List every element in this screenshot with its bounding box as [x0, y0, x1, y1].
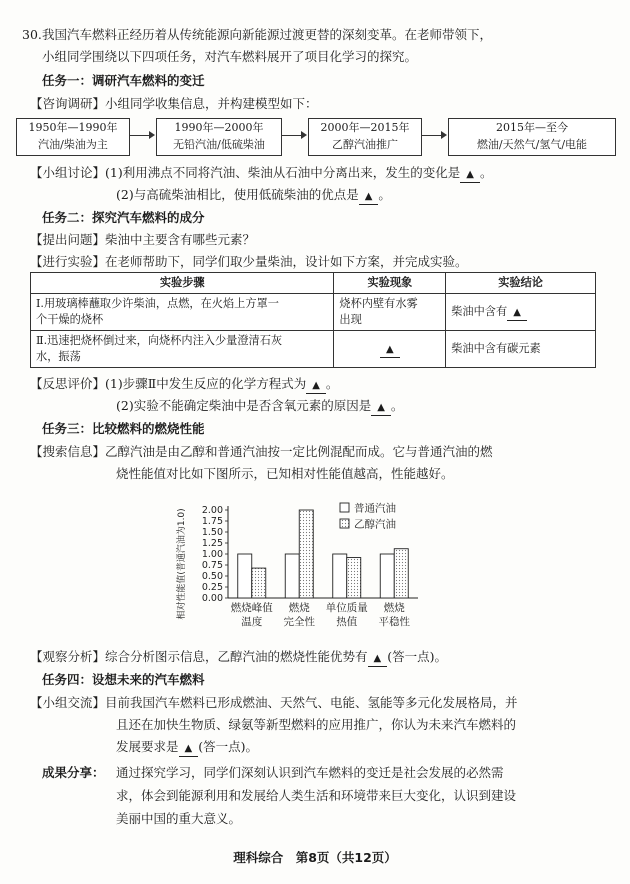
timeline-box-3: 2000年—2015年 乙醇汽油推广: [308, 118, 422, 156]
table-row: [31, 294, 596, 331]
search-line-1: 【搜索信息】乙醇汽油是由乙醇和普通汽油按一定比例混配而成。它与普通汽油的燃: [30, 444, 493, 459]
talk-line-2: 且还在加快生物质、绿氨等新型燃料的应用推广，你认为未来汽车燃料的: [116, 717, 517, 732]
header-phenomenon: 实验现象: [334, 273, 446, 294]
results-line-1: 通过探究学习，同学们深刻认识到汽车燃料的变迁是社会发展的必然需: [116, 765, 504, 780]
page-footer: 理科综合 第8页（共12页）: [233, 850, 397, 865]
x-tick-label: 燃烧峰值: [230, 602, 273, 614]
x-tick-label: 单位质量: [325, 602, 368, 614]
answer-blank[interactable]: ▲: [371, 401, 391, 416]
results-line-2: 求，体会到能源利用和发展给人类生活和环境带来巨大变化，认识到建设: [116, 788, 517, 803]
y-tick-label: 0.50: [201, 571, 223, 582]
ask-line: 【提出问题】柴油中主要含有哪些元素？: [30, 232, 256, 247]
timeline-arrow-icon: [130, 135, 150, 136]
discuss-q1: 【小组讨论】(1)利用沸点不同将汽油、柴油从石油中分离出来，发生的变化是 ▲ 。: [30, 164, 492, 183]
table-header-row: [31, 273, 596, 294]
question-number: 30.: [22, 27, 42, 42]
step-cell: Ⅰ.用玻璃棒蘸取少许柴油，点燃，在火焰上方罩一 个干燥的烧杯: [31, 294, 334, 331]
x-tick-label: 热值: [336, 616, 358, 628]
intro-line-2: 小组同学围绕以下四项任务，对汽车燃料展开了项目化学习的探究。: [42, 49, 418, 64]
step-cell: Ⅱ.迅速把烧杯倒过来，向烧杯内注入少量澄清石灰 水，振荡: [31, 331, 334, 368]
reflect-r2: (2)实验不能确定柴油中是否含氧元素的原因是 ▲ 。: [116, 397, 403, 416]
timeline-box-4: 2015年—至今 燃油/天然气/氢气/电能: [448, 118, 616, 156]
answer-blank[interactable]: ▲: [368, 652, 388, 667]
bar-乙醇汽油: [299, 510, 313, 598]
intro-line-1: 我国汽车燃料正经历着从传统能源向新能源过渡更替的深刻变革。在老师带领下，: [42, 27, 493, 42]
header-conclusion: 实验结论: [446, 273, 596, 294]
exp-line: 【进行实验】在老师帮助下，同学们取少量柴油，设计如下方案，并完成实验。: [30, 254, 468, 269]
y-tick-label: 1.00: [201, 549, 223, 560]
y-tick-label: 1.50: [201, 527, 223, 538]
bar-乙醇汽油: [347, 558, 361, 598]
talk-line-3: 发展要求是 ▲ (答一点)。: [116, 738, 258, 757]
legend-swatch: [340, 503, 349, 512]
phenomenon-cell: 烧杯内壁有水雾 出现: [334, 294, 446, 331]
performance-chart-svg: [170, 498, 440, 638]
search-line-2: 烧性能值对比如下图所示，已知相对性能值越高，性能越好。: [116, 466, 454, 481]
results-label: 成果分享：: [42, 765, 105, 780]
answer-blank[interactable]: ▲: [507, 306, 527, 321]
y-tick-label: 2.00: [201, 505, 223, 516]
legend-swatch: [340, 519, 349, 528]
timeline-arrow-icon: [282, 135, 302, 136]
answer-blank[interactable]: ▲: [380, 343, 400, 358]
performance-chart: [170, 498, 440, 638]
y-tick-label: 0.00: [201, 593, 223, 604]
bar-普通汽油: [333, 554, 347, 598]
consult-line: 【咨询调研】小组同学收集信息，并构建模型如下：: [30, 96, 318, 111]
observe-line: 【观察分析】综合分析图示信息，乙醇汽油的燃烧性能优势有 ▲ (答一点)。: [30, 648, 447, 667]
y-tick-label: 1.25: [201, 538, 223, 549]
answer-blank[interactable]: ▲: [179, 742, 199, 757]
answer-blank[interactable]: ▲: [359, 190, 379, 205]
table-row: [31, 331, 596, 368]
y-tick-label: 1.75: [201, 516, 223, 527]
y-tick-label: 0.75: [201, 560, 223, 571]
bar-乙醇汽油: [394, 549, 408, 598]
discuss-q2: (2)与高硫柴油相比，使用低硫柴油的优点是 ▲ 。: [116, 186, 391, 205]
task1-title: 任务一：调研汽车燃料的变迁: [42, 73, 205, 88]
task2-title: 任务二：探究汽车燃料的成分: [42, 210, 205, 225]
results-line-3: 美丽中国的重大意义。: [116, 811, 242, 826]
legend-label: 乙醇汽油: [354, 518, 396, 531]
task3-title: 任务三：比较燃料的燃烧性能: [42, 421, 205, 436]
phenomenon-cell: [334, 331, 446, 368]
x-tick-label: 燃烧: [383, 602, 405, 614]
bar-普通汽油: [238, 554, 252, 598]
talk-line-1: 【小组交流】目前我国汽车燃料已形成燃油、天然气、电能、氢能等多元化发展格局，并: [30, 695, 518, 710]
answer-blank[interactable]: ▲: [460, 168, 480, 183]
timeline-arrow-icon: [422, 135, 442, 136]
conclusion-cell: 柴油中含有 ▲: [446, 294, 596, 331]
timeline-box-1: 1950年—1990年 汽油/柴油为主: [16, 118, 130, 156]
experiment-table: [30, 272, 596, 368]
task4-title: 任务四：设想未来的汽车燃料: [42, 672, 205, 687]
timeline-box-2: 1990年—2000年 无铅汽油/低硫柴油: [156, 118, 282, 156]
conclusion-cell: 柴油中含有碳元素: [446, 331, 596, 368]
legend-label: 普通汽油: [354, 502, 396, 515]
y-tick-label: 0.25: [201, 582, 223, 593]
bar-乙醇汽油: [252, 568, 266, 598]
header-step: 实验步骤: [31, 273, 334, 294]
fuel-timeline: [16, 118, 616, 158]
answer-blank[interactable]: ▲: [306, 379, 326, 394]
x-tick-label: 温度: [241, 616, 263, 628]
x-tick-label: 完全性: [283, 616, 315, 628]
x-tick-label: 平稳性: [378, 616, 410, 628]
reflect-r1: 【反思评价】(1)步骤Ⅱ中发生反应的化学方程式为 ▲ 。: [30, 375, 338, 394]
x-tick-label: 燃烧: [288, 602, 310, 614]
bar-普通汽油: [285, 554, 299, 598]
bar-普通汽油: [380, 554, 394, 598]
y-axis-label: 相对性能值(普通汽油为1.0): [177, 508, 187, 620]
